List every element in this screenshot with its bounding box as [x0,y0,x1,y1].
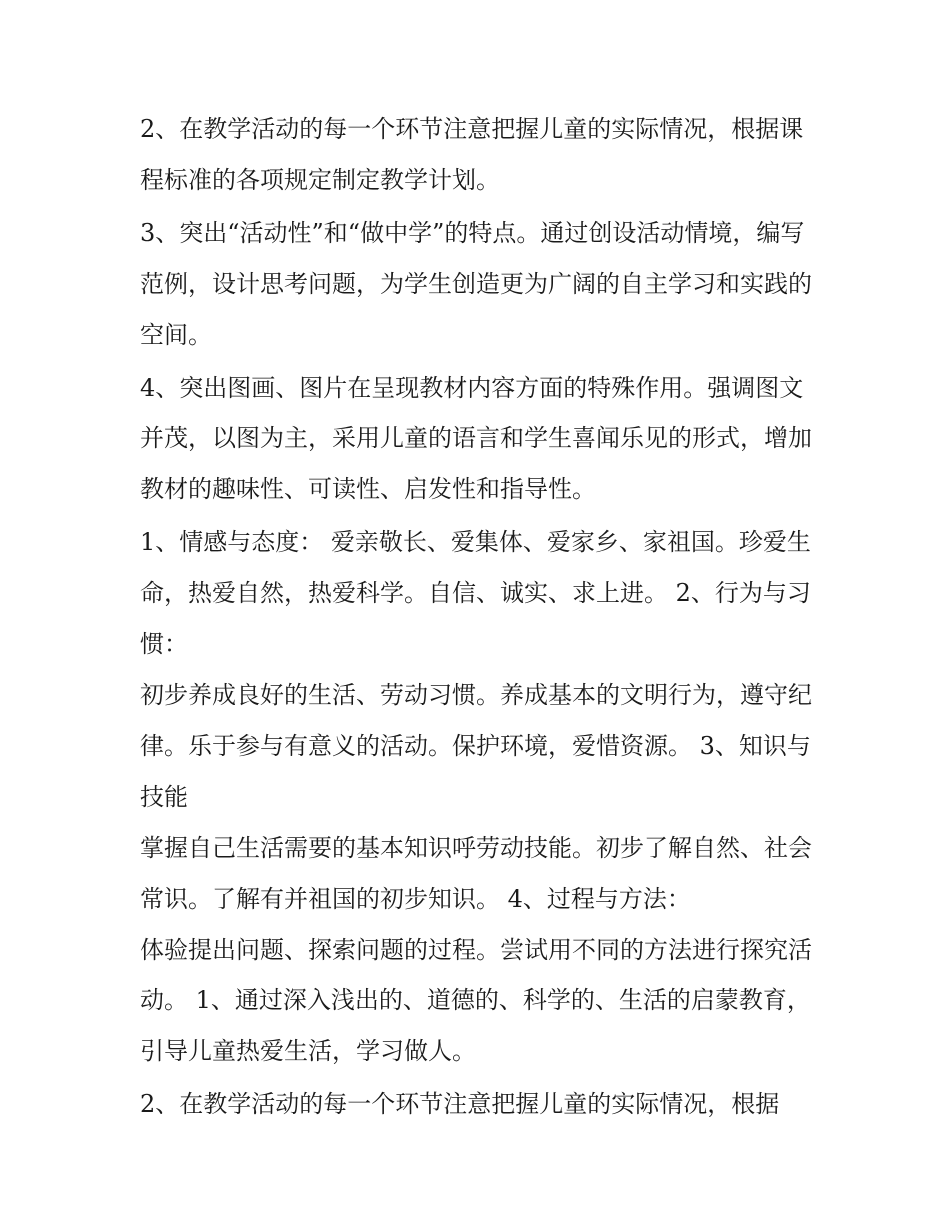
document-body [140,104,820,1130]
paragraph-3: 4、突出图画、图片在呈现教材内容方面的特殊作用。强调图文并茂，以图为主，采用儿童的语言和学生喜闻乐见的形式，增加教材的趣味性、可读性、启发性和指导性。 [140,373,812,504]
paragraph-2: 3、突出“活动性”和“做中学”的特点。通过创设活动情境，编写范例，设计思考问题，为学生创造更为广阔的自主学习和实践的空间。 [140,218,812,349]
paragraph-1: 2、在教学活动的每一个环节注意把握儿童的实际情况，根据课程标准的各项规定制定教学计划。 [140,115,804,194]
paragraph-5: 初步养成良好的生活、劳动习惯。养成基本的文明行为，遵守纪律。乐于参与有意义的活动。保护环境，爱惜资源。 3、知识与技能 [140,680,812,811]
paragraph-4: 1、情感与态度： 爱亲敬长、爱集体、爱家乡、家祖国。珍爱生命，热爱自然，热爱科学。自信、诚实、求上进。 2、行为与习惯： [140,528,811,659]
paragraph-6: 掌握自己生活需要的基本知识呼劳动技能。初步了解自然、社会常识。了解有并祖国的初步知识。 4、过程与方法： [140,833,812,913]
paragraph-7: 体验提出问题、探索问题的过程。尝试用不同的方法进行探究活动。 1、通过深入浅出的、道德的、科学的、生活的启蒙教育，引导儿童热爱生活，学习做人。 [140,935,812,1066]
paragraph-8: 2、在教学活动的每一个环节注意把握儿童的实际情况，根据 [140,1090,780,1119]
